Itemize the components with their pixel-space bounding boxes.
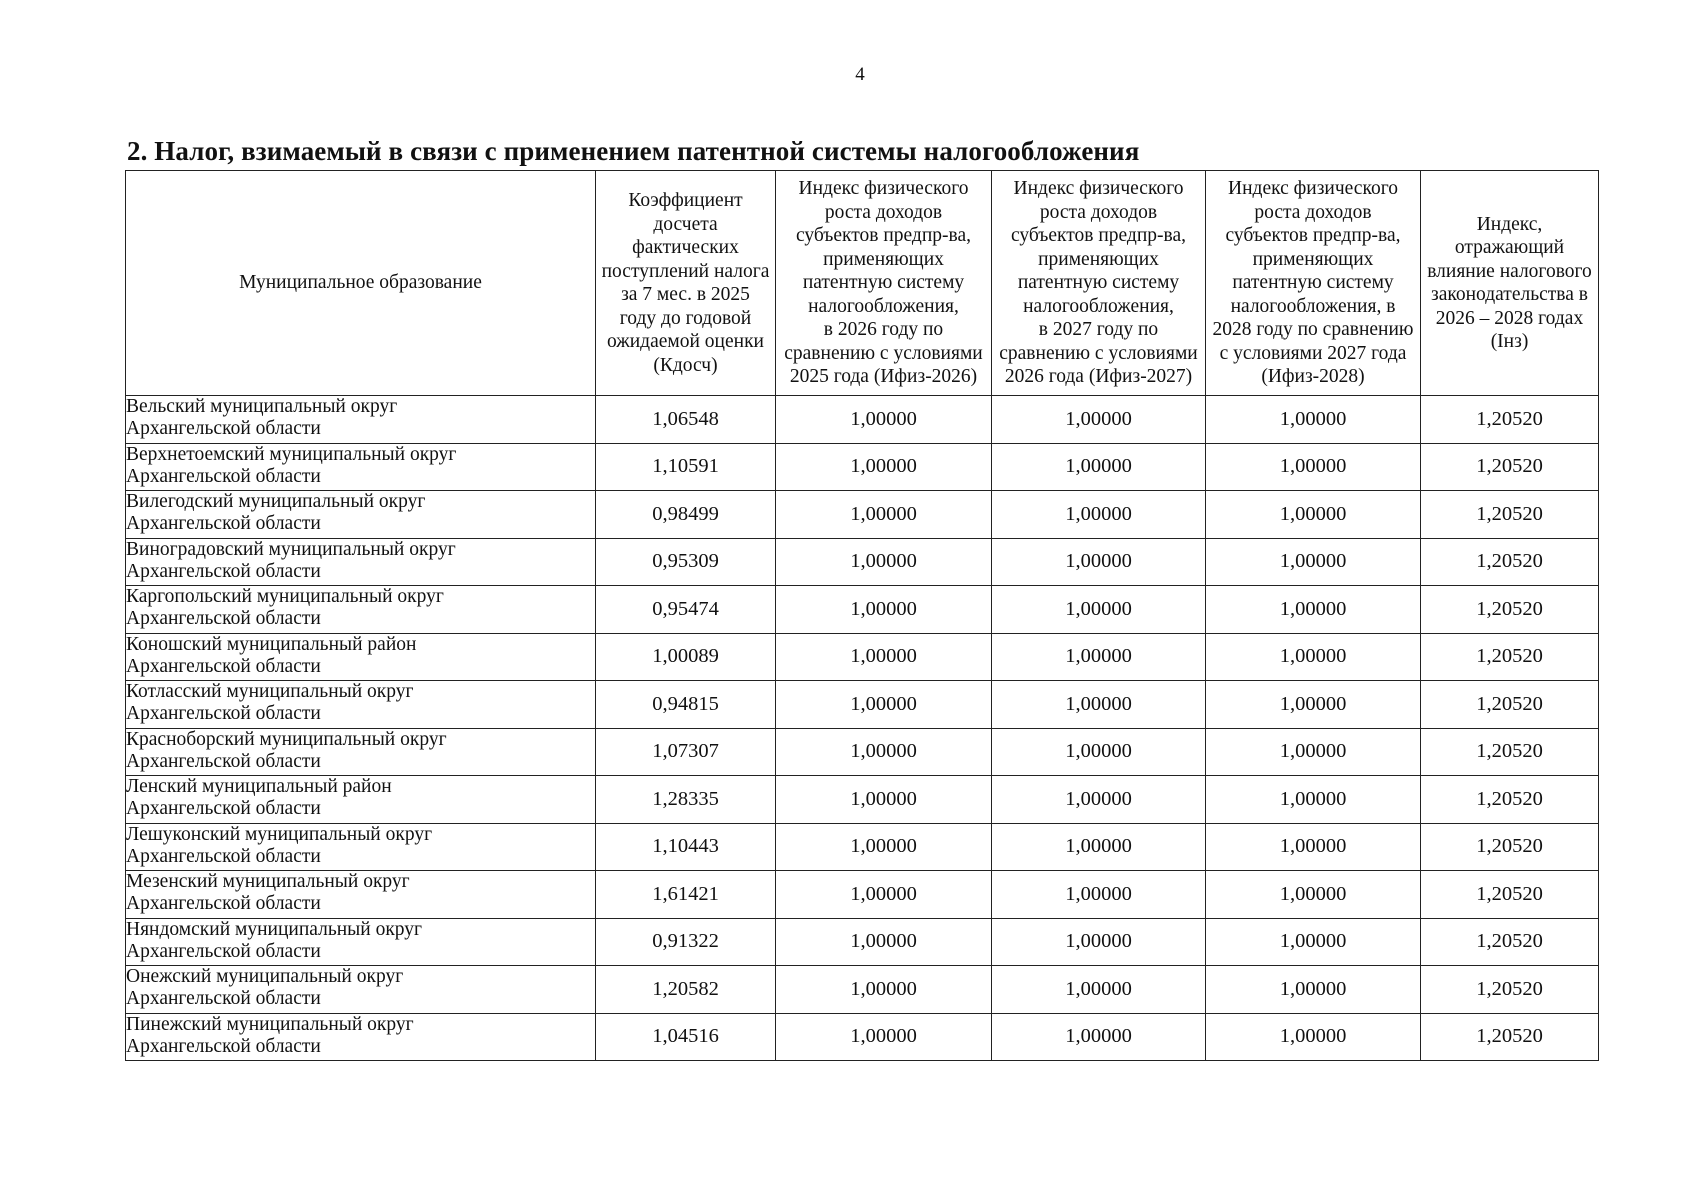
ifiz-2028-cell: 1,00000 [1206, 871, 1421, 919]
header-ifiz-2026 [776, 171, 992, 396]
municipality-name-line: Архангельской области [126, 750, 321, 772]
table-row [126, 823, 1599, 871]
table-row [126, 776, 1599, 824]
municipality-name-line: Красноборский муниципальный округ [126, 728, 447, 750]
municipality-name-line: Архангельской области [126, 608, 321, 629]
ifiz-2028-cell: 1,00000 [1206, 823, 1421, 871]
ifiz-2026-cell: 1,00000 [776, 823, 992, 871]
kdosch-cell: 1,10443 [596, 823, 776, 871]
header-row [126, 171, 1599, 396]
header-line: поступлений налога [601, 260, 770, 282]
table-body [126, 396, 1599, 1061]
inz-cell: 1,20520 [1421, 586, 1599, 634]
ifiz-2026-cell: 1,00000 [776, 586, 992, 634]
ifiz-2027-cell: 1,00000 [992, 396, 1206, 444]
header-line: 2026 – 2028 годах [1435, 307, 1584, 329]
municipality-name-line: Архангельской области [126, 940, 321, 962]
header-ifiz-2028 [1206, 171, 1421, 396]
municipality-name-line: Архангельской области [126, 465, 321, 487]
header-line: досчета [653, 213, 718, 235]
header-line: субъектов предпр-ва, [1225, 225, 1401, 247]
ifiz-2026-cell: 1,00000 [776, 396, 992, 444]
header-line: ожидаемой оценки [607, 331, 764, 352]
ifiz-2028-cell: 1,00000 [1206, 538, 1421, 586]
ifiz-2026-cell: 1,00000 [776, 1013, 992, 1061]
municipality-name-line: Котласский муниципальный округ [126, 681, 414, 702]
ifiz-2028-cell: 1,00000 [1206, 491, 1421, 539]
municipality-name-cell [126, 728, 596, 776]
municipality-name-cell [126, 918, 596, 966]
municipality-name-line: Архангельской области [126, 988, 321, 1009]
ifiz-2027-cell: 1,00000 [992, 871, 1206, 919]
table-row [126, 633, 1599, 681]
header-line: Коэффициент [628, 190, 743, 211]
header-line: налогообложения, [808, 295, 959, 317]
header-line: налогообложения, в [1230, 295, 1396, 317]
table-row [126, 1013, 1599, 1061]
municipality-name-cell [126, 1013, 596, 1061]
header-line: Индекс физического [1013, 178, 1184, 200]
kdosch-cell: 1,61421 [596, 871, 776, 919]
kdosch-cell: 1,00089 [596, 633, 776, 681]
header-municipality [126, 171, 596, 396]
ifiz-2028-cell: 1,00000 [1206, 633, 1421, 681]
table-row [126, 443, 1599, 491]
municipality-name-cell [126, 681, 596, 729]
municipality-name-cell [126, 586, 596, 634]
header-line: применяющих [823, 248, 944, 270]
kdosch-cell: 0,94815 [596, 681, 776, 729]
inz-cell: 1,20520 [1421, 491, 1599, 539]
municipality-name-line: Архангельской области [126, 798, 321, 819]
municipality-name-cell [126, 491, 596, 539]
kdosch-cell: 1,10591 [596, 443, 776, 491]
ifiz-2026-cell: 1,00000 [776, 633, 992, 681]
table-row [126, 728, 1599, 776]
header-line: в 2026 году по [823, 319, 944, 341]
ifiz-2026-cell: 1,00000 [776, 966, 992, 1014]
municipality-name-line: Виноградовский муниципальный округ [126, 538, 456, 560]
header-line: роста доходов [824, 201, 943, 223]
kdosch-cell: 1,07307 [596, 728, 776, 776]
table-row [126, 396, 1599, 444]
header-line: Муниципальное образование [239, 272, 482, 294]
municipality-name-line: Архангельской области [126, 1035, 321, 1057]
inz-cell: 1,20520 [1421, 633, 1599, 681]
header-line: влияние налогового [1427, 260, 1592, 282]
ifiz-2027-cell: 1,00000 [992, 633, 1206, 681]
ifiz-2026-cell: 1,00000 [776, 728, 992, 776]
header-ifiz-2027 [992, 171, 1206, 396]
header-line: в 2027 году по [1038, 319, 1159, 341]
ifiz-2026-cell: 1,00000 [776, 491, 992, 539]
header-line: субъектов предпр-ва, [795, 225, 972, 247]
ifiz-2028-cell: 1,00000 [1206, 681, 1421, 729]
ifiz-2028-cell: 1,00000 [1206, 966, 1421, 1014]
municipality-name-cell [126, 966, 596, 1014]
ifiz-2027-cell: 1,00000 [992, 681, 1206, 729]
ifiz-2028-cell: 1,00000 [1206, 728, 1421, 776]
table-row [126, 918, 1599, 966]
municipality-name-cell [126, 633, 596, 681]
ifiz-2028-cell: 1,00000 [1206, 443, 1421, 491]
ifiz-2027-cell: 1,00000 [992, 823, 1206, 871]
ifiz-2028-cell: 1,00000 [1206, 776, 1421, 824]
inz-cell: 1,20520 [1421, 396, 1599, 444]
header-inz [1421, 171, 1599, 396]
header-line: законодательства в [1431, 284, 1588, 305]
municipality-name-cell [126, 396, 596, 444]
header-line: Индекс физического [1228, 178, 1398, 200]
header-line: за 7 мес. в 2025 [621, 284, 750, 305]
ifiz-2028-cell: 1,00000 [1206, 396, 1421, 444]
header-line: (Кдосч) [653, 354, 718, 376]
table-header [126, 171, 1599, 396]
header-line: роста доходов [1254, 201, 1372, 223]
municipality-name-line: Верхнетоемский муниципальный округ [126, 443, 457, 465]
inz-cell: 1,20520 [1421, 1013, 1599, 1061]
municipality-name-line: Архангельской области [126, 418, 321, 439]
table-row [126, 538, 1599, 586]
header-line: (Ифиз-2028) [1261, 366, 1365, 388]
header-line: патентную систему [1017, 272, 1180, 294]
municipality-name-line: Ленский муниципальный район [126, 776, 392, 797]
municipality-name-line: Каргопольский муниципальный округ [126, 586, 444, 607]
kdosch-cell: 0,98499 [596, 491, 776, 539]
inz-cell: 1,20520 [1421, 443, 1599, 491]
ifiz-2026-cell: 1,00000 [776, 443, 992, 491]
table-row [126, 491, 1599, 539]
municipality-name-line: Мезенский муниципальный округ [126, 871, 410, 892]
municipality-name-line: Архангельской области [126, 655, 321, 677]
header-line: патентную систему [1232, 272, 1394, 294]
municipality-name-line: Вилегодский муниципальный округ [126, 491, 426, 512]
header-line: применяющих [1038, 248, 1159, 270]
ifiz-2027-cell: 1,00000 [992, 491, 1206, 539]
table-row [126, 586, 1599, 634]
header-line: роста доходов [1039, 201, 1158, 223]
header-line: сравнению с условиями [784, 342, 983, 364]
ifiz-2027-cell: 1,00000 [992, 966, 1206, 1014]
municipality-name-cell [126, 538, 596, 586]
header-line: патентную систему [802, 272, 965, 294]
kdosch-cell: 1,28335 [596, 776, 776, 824]
kdosch-cell: 1,06548 [596, 396, 776, 444]
municipality-name-cell [126, 871, 596, 919]
ifiz-2027-cell: 1,00000 [992, 776, 1206, 824]
inz-cell: 1,20520 [1421, 681, 1599, 729]
ifiz-2027-cell: 1,00000 [992, 728, 1206, 776]
header-line: 2025 года (Ифиз-2026) [789, 366, 978, 388]
header-line: Индекс физического [798, 178, 969, 200]
ifiz-2026-cell: 1,00000 [776, 871, 992, 919]
header-line: 2026 года (Ифиз-2027) [1004, 366, 1193, 388]
municipality-name-line: Архангельской области [126, 893, 321, 914]
municipality-name-line: Архангельской области [126, 703, 321, 724]
inz-cell: 1,20520 [1421, 918, 1599, 966]
municipality-name-cell [126, 823, 596, 871]
kdosch-cell: 1,04516 [596, 1013, 776, 1061]
municipality-name-line: Архангельской области [126, 845, 321, 867]
header-line: 2028 году по сравнению [1212, 319, 1414, 341]
header-line: Индекс, [1476, 213, 1543, 235]
ifiz-2027-cell: 1,00000 [992, 1013, 1206, 1061]
municipality-name-line: Архангельской области [126, 513, 321, 534]
ifiz-2026-cell: 1,00000 [776, 918, 992, 966]
header-line: налогообложения, [1023, 295, 1174, 317]
header-line: фактических [632, 237, 739, 258]
municipality-name-line: Онежский муниципальный округ [126, 966, 404, 987]
header-kdosch [596, 171, 776, 396]
ifiz-2026-cell: 1,00000 [776, 538, 992, 586]
inz-cell: 1,20520 [1421, 776, 1599, 824]
municipality-name-cell [126, 443, 596, 491]
kdosch-cell: 0,91322 [596, 918, 776, 966]
municipality-name-line: Архангельской области [126, 560, 321, 582]
municipality-name-cell [126, 776, 596, 824]
table-row [126, 966, 1599, 1014]
table-row [126, 871, 1599, 919]
inz-cell: 1,20520 [1421, 966, 1599, 1014]
ifiz-2028-cell: 1,00000 [1206, 918, 1421, 966]
municipality-name-line: Пинежский муниципальный округ [126, 1013, 414, 1035]
municipality-name-line: Вельский муниципальный округ [126, 396, 398, 417]
ifiz-2026-cell: 1,00000 [776, 681, 992, 729]
header-line: субъектов предпр-ва, [1010, 225, 1187, 247]
header-line: году до годовой [619, 307, 752, 329]
municipality-name-line: Няндомский муниципальный округ [126, 918, 423, 940]
kdosch-cell: 1,20582 [596, 966, 776, 1014]
header-line: отражающий [1454, 237, 1565, 258]
ifiz-2026-cell: 1,00000 [776, 776, 992, 824]
municipality-name-line: Лешуконский муниципальный округ [126, 823, 433, 845]
municipality-name-line: Коношский муниципальный район [126, 633, 417, 655]
header-line: применяющих [1252, 248, 1374, 270]
inz-cell: 1,20520 [1421, 728, 1599, 776]
ifiz-2027-cell: 1,00000 [992, 918, 1206, 966]
inz-cell: 1,20520 [1421, 823, 1599, 871]
kdosch-cell: 0,95474 [596, 586, 776, 634]
header-line: с условиями 2027 года [1219, 342, 1407, 364]
page-number: 4 [855, 64, 865, 85]
section-title: 2. Налог, взимаемый в связи с применением патентной системы налогообложения [127, 136, 1140, 166]
inz-cell: 1,20520 [1421, 871, 1599, 919]
header-line: сравнению с условиями [999, 342, 1198, 364]
ifiz-2027-cell: 1,00000 [992, 443, 1206, 491]
inz-cell: 1,20520 [1421, 538, 1599, 586]
kdosch-cell: 0,95309 [596, 538, 776, 586]
ifiz-2027-cell: 1,00000 [992, 586, 1206, 634]
tax-coefficients-table [125, 170, 1599, 1061]
ifiz-2028-cell: 1,00000 [1206, 1013, 1421, 1061]
ifiz-2027-cell: 1,00000 [992, 538, 1206, 586]
ifiz-2028-cell: 1,00000 [1206, 586, 1421, 634]
header-line: (Iнз) [1490, 331, 1529, 352]
table-row [126, 681, 1599, 729]
